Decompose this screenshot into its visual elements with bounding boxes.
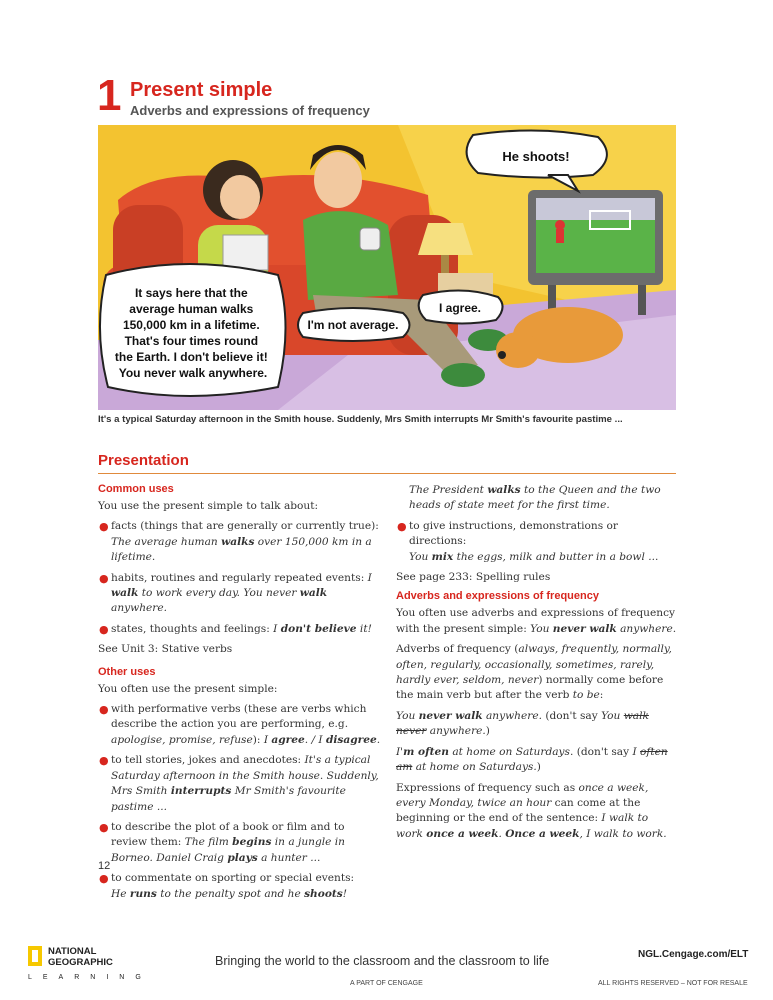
bullet-icon: ● — [99, 571, 109, 585]
bullet-icon: ● — [99, 754, 109, 768]
other-uses-list-cont — [396, 519, 678, 565]
bubble-woman-line: It says here that the — [134, 286, 248, 300]
list-item: ● states, thoughts and feelings: I don't believe it! — [99, 622, 372, 636]
bullet-icon: ● — [397, 519, 407, 533]
section-divider — [98, 473, 676, 474]
bullet-icon: ● — [99, 622, 109, 636]
common-uses-intro: You use the present simple to talk about: — [98, 500, 319, 512]
page-number: 12 — [98, 860, 111, 872]
footer-rights: ALL RIGHTS RESERVED – NOT FOR RESALE — [598, 980, 748, 987]
bullet-icon: ● — [99, 520, 109, 534]
bullet-icon: ● — [99, 820, 109, 834]
unit-number: 1 — [97, 71, 122, 120]
list-item: ● habits, routines and regularly repeated events: I walk to work every day. You never walk anywhere. — [99, 571, 372, 615]
right-column — [396, 483, 678, 847]
yellow-border-icon — [28, 946, 42, 966]
logo-learning: LEARNING — [28, 974, 152, 981]
list-item: ● to commentate on sporting or special events: He runs to the penalty spot and he shoots! — [99, 872, 355, 900]
footer-tagline: Bringing the world to the classroom and the classroom to life — [215, 954, 550, 968]
bubble-dog-text: I agree. — [438, 301, 482, 315]
speech-bubble-man — [298, 308, 410, 341]
bubble-woman-line: You never walk anywhere. — [118, 366, 268, 380]
common-uses-list — [98, 519, 381, 637]
list-item: ● to describe the plot of a book or film and to review them: The film begins in a jungle in Borneo. Daniel Craig plays a hunter ... — [99, 820, 345, 864]
adverbs-paragraph: Expressions of frequency such as once a week, every Monday, twice an hour can come at the beginning or the end of the sentence: I walk to work once a week. Once a week, I walk to work. — [396, 781, 667, 840]
adverbs-heading: Adverbs and expressions of frequency — [396, 590, 599, 603]
left-column — [98, 483, 381, 907]
example-sentence: The President walks to the Queen and the two heads of state meet for the first time. — [409, 484, 661, 512]
list-item: ● facts (things that are generally or currently true): The average human walks over 150,000 km in a lifetime. — [99, 520, 379, 564]
adverbs-paragraph: Adverbs of frequency (always, frequently, normally, often, regularly, occasionally, sometimes, rarely, hardly ever, seldom, never) normally come before the main verb but after the verb to be: — [396, 643, 672, 702]
logo-line: NATIONAL — [48, 946, 97, 957]
bullet-icon: ● — [99, 703, 109, 717]
footer-url: NGL.Cengage.com/ELT — [638, 949, 749, 960]
bubble-man-text: I'm not average. — [307, 318, 399, 332]
other-uses-list — [98, 702, 381, 902]
list-item: ● to tell stories, jokes and anecdotes: It's a typical Saturday afternoon in the Smith house. Suddenly, Mrs Smith interrupts Mr Smith's favourite pastime ... — [99, 754, 379, 813]
example-sentence: I'm often at home on Saturdays. (don't say I often am at home on Saturdays.) — [396, 745, 668, 774]
see-page-reference: See page 233: Spelling rules — [396, 571, 551, 584]
bubble-woman-line: the Earth. I don't believe it! — [114, 350, 268, 364]
speech-bubble-woman — [100, 264, 286, 396]
other-uses-intro: You often use the present simple: — [98, 682, 278, 695]
bullet-icon: ● — [99, 872, 109, 886]
see-unit-reference: See Unit 3: Stative verbs — [98, 643, 233, 656]
common-uses-heading: Common uses — [98, 483, 174, 495]
other-uses-heading: Other uses — [98, 665, 156, 678]
bubble-he-shoots-text: He shoots! — [502, 149, 570, 164]
cartoon-illustration — [98, 125, 676, 410]
footer-cengage: A PART OF CENGAGE — [350, 980, 423, 987]
logo-line: GEOGRAPHIC — [48, 957, 113, 968]
illustration-caption: It's a typical Saturday afternoon in the Smith house. Suddenly, Mrs Smith interrupts Mr Smith's favourite pastime ... — [98, 414, 623, 425]
list-item: ● with performative verbs (these are verbs which describe the action you are performing, e.g. apologise, promise, refuse): I agree. / I disagree. — [99, 703, 381, 746]
section-title: Presentation — [98, 452, 189, 469]
bubble-woman-line: average human walks — [129, 302, 254, 316]
speech-bubble-dog — [419, 290, 503, 323]
bubble-woman-line: 150,000 km in a lifetime. — [122, 318, 260, 332]
example-sentence: You never walk anywhere. (don't say You walk never anywhere.) — [396, 709, 649, 738]
bubble-woman-line: That's four times round — [124, 334, 259, 348]
adverbs-paragraph: You often use adverbs and expressions of frequency with the present simple: You never walk anywhere. — [396, 607, 677, 635]
unit-subtitle: Adverbs and expressions of frequency — [130, 103, 370, 118]
unit-title: Present simple — [130, 79, 273, 101]
list-item: ● to give instructions, demonstrations or directions: You mix the eggs, milk and butter in a bowl ... — [397, 519, 659, 563]
